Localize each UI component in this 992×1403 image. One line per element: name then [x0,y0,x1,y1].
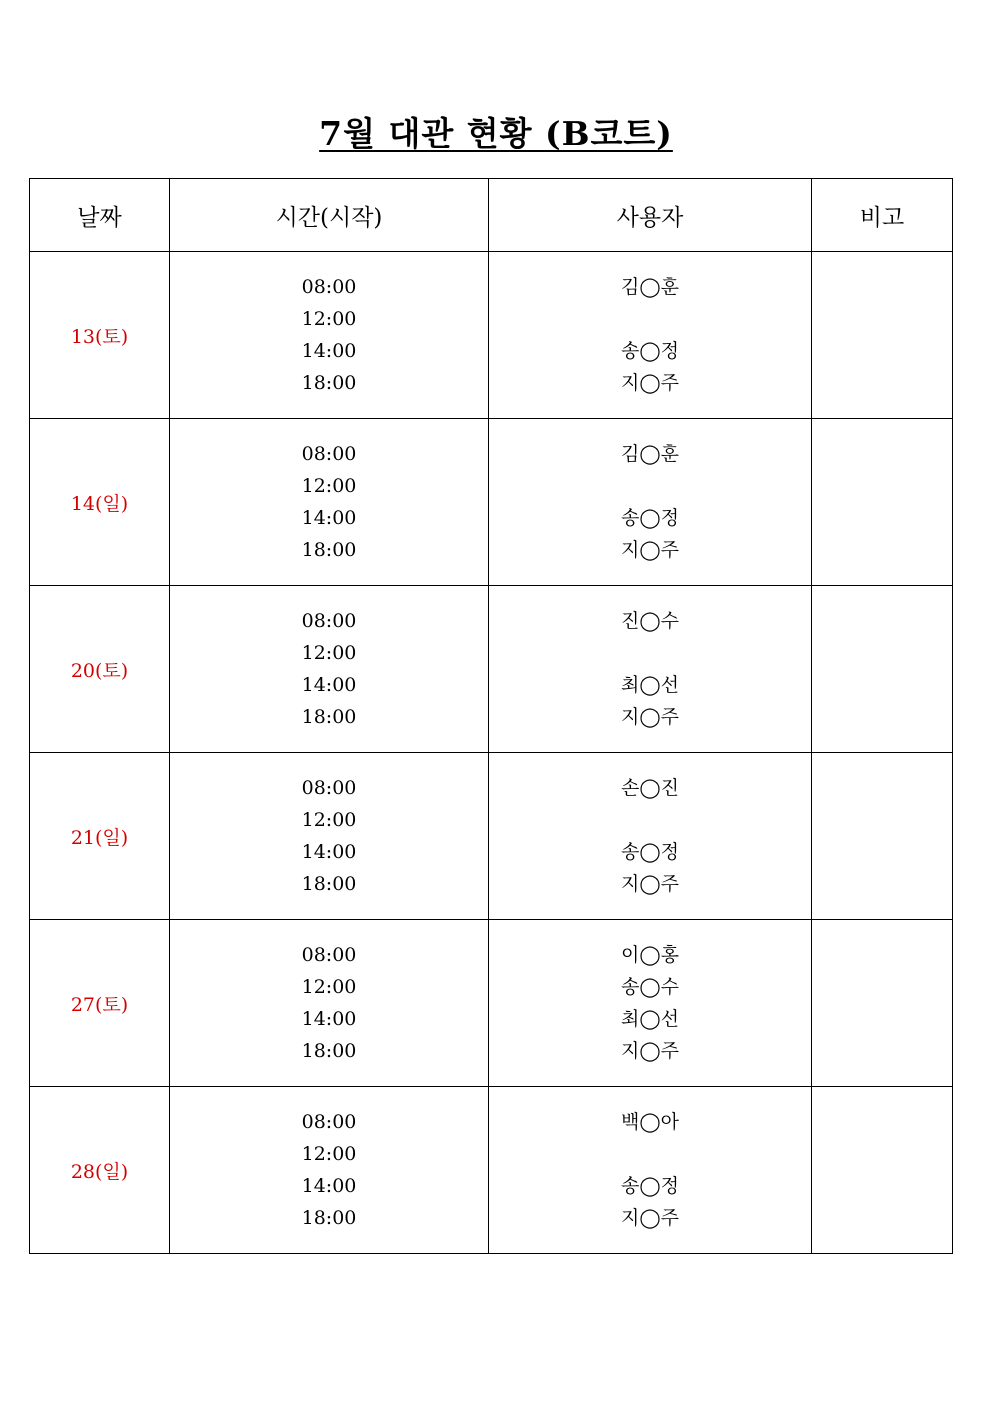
user-name: 최◯선 [621,1008,679,1030]
user-name: 송◯정 [621,841,679,863]
time-value: 14:00 [301,1008,357,1030]
time-value: 08:00 [301,1111,357,1133]
user-name: 송◯정 [621,1175,679,1197]
user-cell [489,1087,812,1254]
note-cell [812,419,953,586]
time-value: 08:00 [301,610,357,632]
header-row [30,179,953,252]
note-cell [812,1087,953,1254]
time-value: 08:00 [301,777,357,799]
table-row [30,586,953,753]
date-cell: 21(일) [30,753,170,920]
user-cell [489,586,812,753]
user-cell [489,920,812,1087]
table-row [30,252,953,419]
user-name: 송◯수 [621,976,679,998]
date-cell: 14(일) [30,419,170,586]
table-row [30,753,953,920]
user-name: 진◯수 [621,610,679,632]
date-cell: 13(토) [30,252,170,419]
table-row [30,920,953,1087]
time-value: 18:00 [301,873,357,895]
date-cell: 28(일) [30,1087,170,1254]
table-row [30,419,953,586]
user-name: 지◯주 [621,1207,679,1229]
time-cell [170,419,489,586]
user-name: 백◯아 [621,1111,679,1133]
user-name: 지◯주 [621,1040,679,1062]
time-value: 08:00 [301,944,357,966]
user-name: 지◯주 [621,372,679,394]
rental-status-table [29,178,953,1254]
user-name: 최◯선 [621,674,679,696]
header-user: 사용자 [489,179,812,252]
time-value: 08:00 [301,443,357,465]
time-value: 18:00 [301,1040,357,1062]
user-name: 김◯훈 [621,276,679,298]
user-name: 손◯진 [621,777,679,799]
user-name: 송◯정 [621,507,679,529]
time-value: 14:00 [301,674,357,696]
time-value: 12:00 [301,976,357,998]
time-value: 14:00 [301,1175,357,1197]
time-value: 08:00 [301,276,357,298]
table-row [30,1087,953,1254]
time-value: 12:00 [301,809,357,831]
note-cell [812,586,953,753]
user-name: 김◯훈 [621,443,679,465]
time-value: 18:00 [301,372,357,394]
user-name: 지◯주 [621,706,679,728]
note-cell [812,920,953,1087]
date-cell: 20(토) [30,586,170,753]
user-name: 송◯정 [621,340,679,362]
user-cell [489,419,812,586]
date-cell: 27(토) [30,920,170,1087]
header-date: 날짜 [30,179,170,252]
user-name: 이◯홍 [621,944,679,966]
user-name: 지◯주 [621,539,679,561]
user-cell [489,252,812,419]
time-value: 12:00 [301,642,357,664]
user-name: 지◯주 [621,873,679,895]
time-value: 18:00 [301,706,357,728]
time-value: 14:00 [301,340,357,362]
note-cell [812,252,953,419]
time-value: 18:00 [301,1207,357,1229]
header-note: 비고 [812,179,953,252]
time-value: 12:00 [301,1143,357,1165]
time-cell [170,1087,489,1254]
user-cell [489,753,812,920]
time-value: 18:00 [301,539,357,561]
title-area [0,112,992,156]
time-cell [170,920,489,1087]
time-value: 14:00 [301,841,357,863]
time-cell [170,753,489,920]
time-cell [170,252,489,419]
note-cell [812,753,953,920]
page-title: 7월 대관 현황 (B코트) [319,114,673,153]
time-cell [170,586,489,753]
time-value: 12:00 [301,308,357,330]
time-value: 12:00 [301,475,357,497]
header-time: 시간(시작) [170,179,489,252]
time-value: 14:00 [301,507,357,529]
